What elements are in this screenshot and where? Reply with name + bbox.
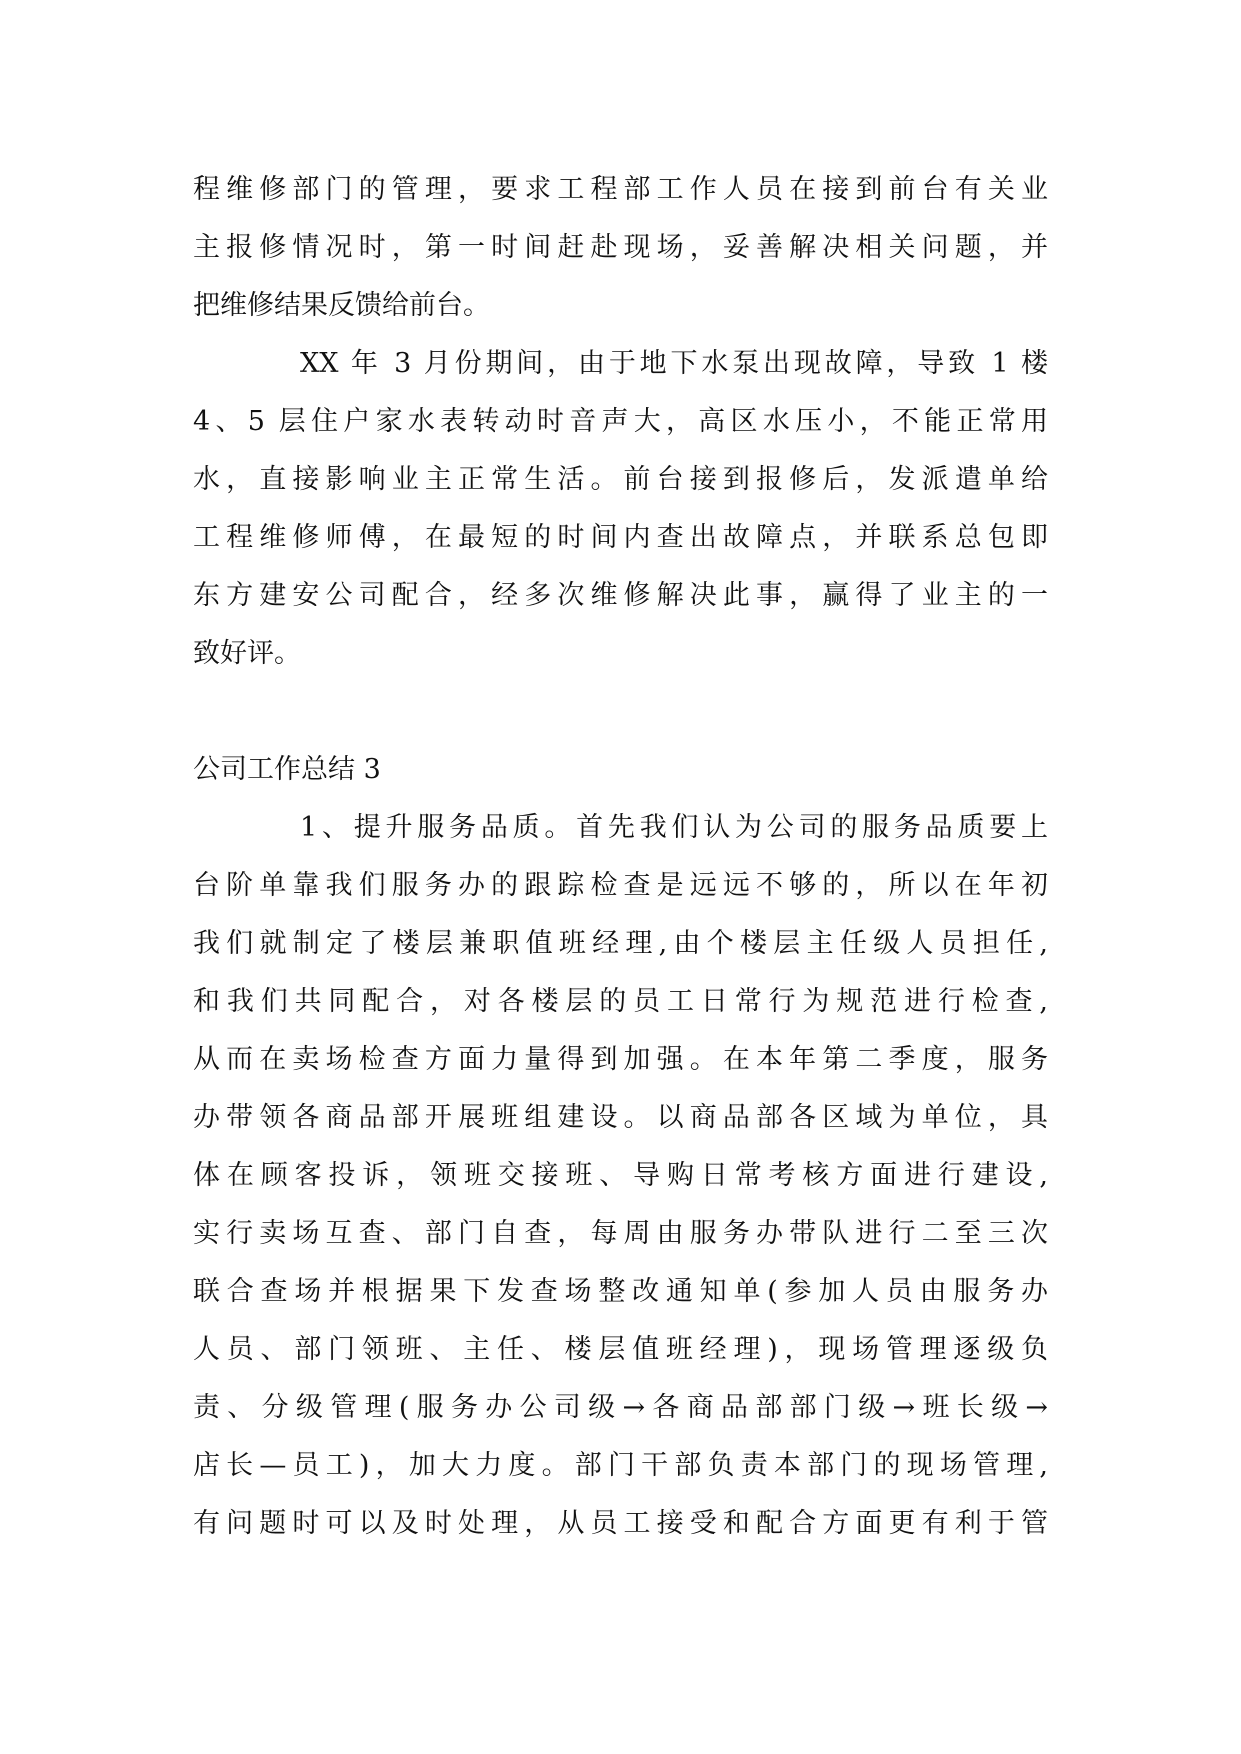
text-line: 实行卖场互查、部门自查，每周由服务办带队进行二至三次 — [193, 1218, 1048, 1249]
text-line: 我们就制定了楼层兼职值班经理,由个楼层主任级人员担任, — [193, 928, 1048, 959]
text-line: 程维修部门的管理，要求工程部工作人员在接到前台有关业 — [193, 174, 1048, 205]
paragraph-2 — [193, 335, 1048, 683]
text-line: 和我们共同配合，对各楼层的员工日常行为规范进行检查, — [193, 986, 1048, 1017]
text-line: XX 年 3 月份期间，由于地下水泵出现故障，导致 1 楼 — [300, 348, 1048, 379]
text-line: 4、5 层住户家水表转动时音声大，高区水压小，不能正常用 — [193, 406, 1048, 437]
paragraph-1 — [193, 161, 1048, 335]
text-line: 办带领各商品部开展班组建设。以商品部各区域为单位，具 — [193, 1102, 1048, 1133]
text-line: 1、提升服务品质。首先我们认为公司的服务品质要上 — [300, 812, 1048, 843]
text-line: 从而在卖场检查方面力量得到加强。在本年第二季度，服务 — [193, 1044, 1048, 1075]
text-line: 致好评。 — [193, 638, 301, 669]
text-line: 工程维修师傅，在最短的时间内查出故障点，并联系总包即 — [193, 522, 1048, 553]
text-line: 东方建安公司配合，经多次维修解决此事，赢得了业主的一 — [193, 580, 1048, 611]
text-line: 把维修结果反馈给前台。 — [193, 290, 490, 321]
text-line: 店长—员工)，加大力度。部门干部负责本部门的现场管理, — [193, 1450, 1048, 1481]
text-line: 有问题时可以及时处理，从员工接受和配合方面更有利于管 — [193, 1508, 1048, 1539]
text-line: 台阶单靠我们服务办的跟踪检查是远远不够的，所以在年初 — [193, 870, 1048, 901]
section-paragraph — [193, 799, 1048, 1553]
blank-line — [193, 683, 1048, 741]
text-line: 主报修情况时，第一时间赶赴现场，妥善解决相关问题，并 — [193, 232, 1048, 263]
text-line: 联合查场并根据果下发查场整改通知单(参加人员由服务办 — [193, 1276, 1048, 1307]
text-line: 人员、部门领班、主任、楼层值班经理)，现场管理逐级负 — [193, 1334, 1048, 1365]
document-page — [193, 161, 1048, 1553]
section-heading: 公司工作总结 3 — [193, 754, 381, 785]
text-line: 责、分级管理(服务办公司级→各商品部部门级→班长级→ — [193, 1392, 1048, 1423]
text-line: 体在顾客投诉，领班交接班、导购日常考核方面进行建设, — [193, 1160, 1048, 1191]
text-line: 水，直接影响业主正常生活。前台接到报修后，发派遣单给 — [193, 464, 1048, 495]
